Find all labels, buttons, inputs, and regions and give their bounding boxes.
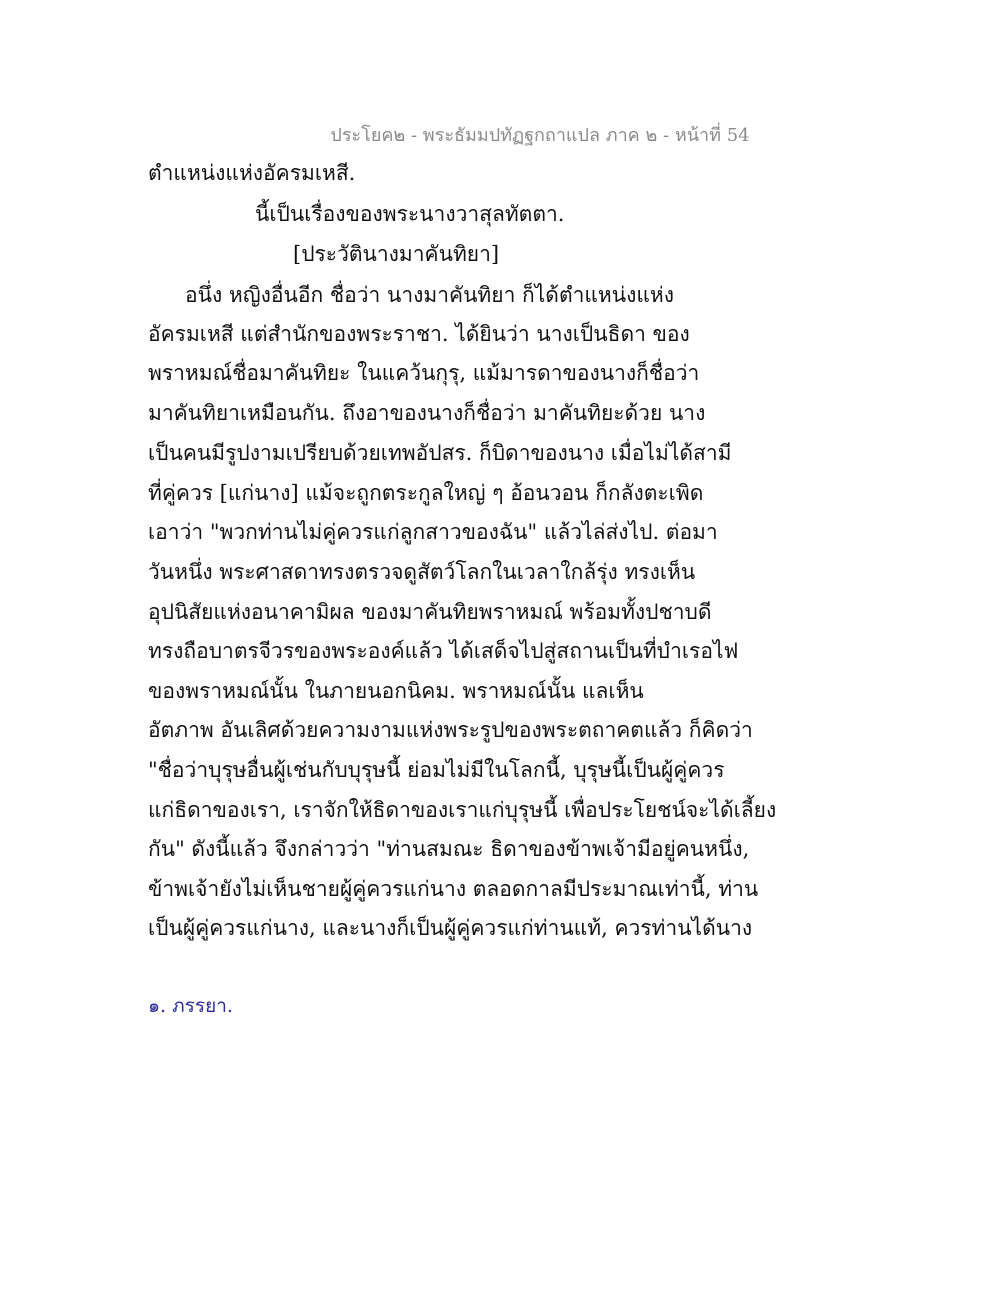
- body-line-5: อัครมเหสี แต่สำนักของพระราชา. ได้ยินว่า นางเป็นธิดา ของ: [148, 322, 690, 346]
- body-line-14: ของพราหมณ์นั้น ในภายนอกนิคม. พราหมณ์นั้น แลเห็น: [148, 679, 644, 703]
- body-line-20: เป็นผู้คู่ควรแก่นาง, และนางก็เป็นผู้คู่ควรแก่ท่านแท้, ควรท่านได้นาง: [148, 916, 753, 940]
- body-line-12: อุปนิสัยแห่งอนาคามิผล ของมาคันทิยพราหมณ์ พร้อมทั้งปชาบดี: [148, 600, 712, 624]
- body-line-13: ทรงถือบาตรจีวรของพระองค์แล้ว ได้เสด็จไปสู่สถานเป็นที่บำเรอไฟ: [148, 639, 739, 663]
- body-line-15: อัตภาพ อันเลิศด้วยความงามแห่งพระรูปของพระตถาคตแล้ว ก็คิดว่า: [148, 718, 753, 742]
- footnote: ๑. ภรรยา.: [148, 995, 233, 1017]
- body-line-11: วันหนึ่ง พระศาสดาทรงตรวจดูสัตว์โลกในเวลาใกล้รุ่ง ทรงเห็น: [148, 560, 696, 584]
- body-line-19: ข้าพเจ้ายังไม่เห็นชายผู้คู่ควรแก่นาง ตลอดกาลมีประมาณเท่านี้, ท่าน: [148, 877, 759, 901]
- body-line-9: ที่คู่ควร [แก่นาง] แม้จะถูกตระกูลใหญ่ ๆ อ้อนวอน ก็กลังตะเพิด: [148, 481, 704, 505]
- body-line-18: กัน" ดังนี้แล้ว จึงกล่าวว่า "ท่านสมณะ ธิดาของข้าพเจ้ามีอยู่คนหนึ่ง,: [148, 837, 750, 861]
- body-line-2-centered: นี้เป็นเรื่องของพระนางวาสุลทัตตา.: [255, 202, 565, 226]
- body-line-17: แก่ธิดาของเรา, เราจักให้ธิดาของเราแก่บุรุษนี้ เพื่อประโยชน์จะได้เลี้ยง: [148, 798, 777, 822]
- body-line-10: เอาว่า "พวกท่านไม่คู่ควรแก่ลูกสาวของฉัน" แล้วไล่ส่งไป. ต่อมา: [148, 520, 718, 544]
- body-line-6: พราหมณ์ชื่อมาคันทิยะ ในแคว้นกุรุ, แม้มารดาของนางก็ชื่อว่า: [148, 361, 700, 385]
- body-line-8: เป็นคนมีรูปงามเปรียบด้วยเทพอัปสร. ก็บิดาของนาง เมื่อไม่ได้สามี: [148, 441, 732, 465]
- running-header: [0, 124, 1000, 148]
- body-line-1: ตำแหน่งแห่งอัครมเหสี.: [148, 161, 356, 185]
- body-line-16: "ชื่อว่าบุรุษอื่นผู้เช่นกับบุรุษนี้ ย่อมไม่มีในโลกนี้, บุรุษนี้เป็นผู้คู่ควร: [148, 758, 725, 782]
- body-line-4: อนึ่ง หญิงอื่นอีก ชื่อว่า นางมาคันทิยา ก็ได้ตำแหน่งแห่ง: [185, 283, 674, 307]
- section-heading: [ประวัตินางมาคันทิยา]: [293, 242, 500, 266]
- running-header-text: ประโยค๒ - พระธัมมปทัฏฐกถาแปล ภาค ๒ - หน้าที่ 54: [330, 125, 750, 146]
- body-line-7: มาคันทิยาเหมือนกัน. ถึงอาของนางก็ชื่อว่า มาคันทิยะด้วย นาง: [148, 401, 706, 425]
